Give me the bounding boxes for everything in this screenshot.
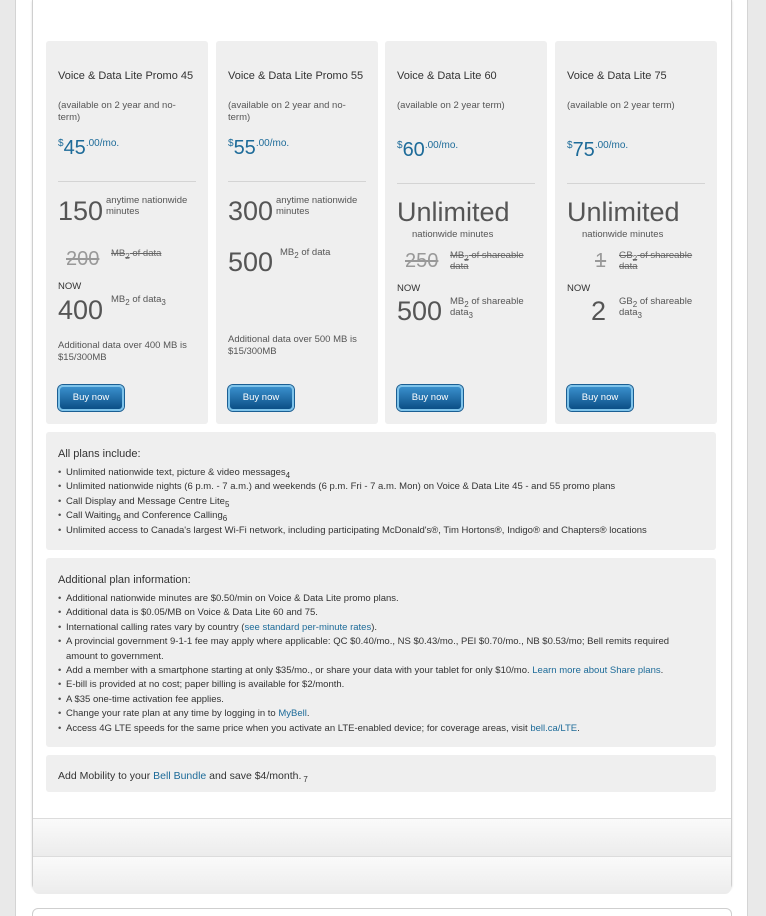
plan-name: Voice & Data Lite 60 (397, 70, 497, 82)
bell-bundle-link[interactable]: Bell Bundle (153, 770, 207, 782)
per-minute-rates-link[interactable]: see standard per-minute rates (244, 621, 372, 633)
old-data-label: $MB_2$ of shareable data (450, 250, 524, 272)
plan-card-lite-60 (385, 41, 547, 424)
bundle-text: Add Mobility to your Bell Bundle and save $4/month. $_7$ (58, 770, 308, 784)
old-data-amount: 250 (405, 250, 439, 272)
list-item: • Unlimited nationwide text, picture & video messages$_4$ (58, 466, 698, 480)
old-data-amount: 1 (595, 250, 607, 272)
next-panel (32, 908, 732, 916)
plan-name: Voice & Data Lite Promo 45 (58, 70, 194, 82)
minutes-amount: 300 (228, 196, 274, 226)
divider (228, 181, 366, 182)
list-item: • Unlimited access to Canada's largest Wi-Fi network, including participating McDonald's®, Tim Hortons®, Indigo® and Chapters® locations (58, 524, 698, 538)
panel-footer-row-2 (33, 856, 731, 894)
minutes-amount: 150 (58, 196, 104, 226)
buy-now-button[interactable]: Buy now (228, 385, 294, 411)
share-plans-link[interactable]: Learn more about Share plans (532, 665, 661, 677)
list-item: • E-bill is provided at no cost; paper billing is available for $2/month. (58, 678, 698, 692)
minutes-label: nationwide minutes (582, 229, 664, 240)
list-item: • Additional data is $0.05/MB on Voice & Data Lite 60 and 75. (58, 606, 698, 620)
list-item: • A provincial government 9-1-1 fee may apply where applicable: QC $0.40/mo., NS $0.43/mo., PEI $0.70/mo., NB $0.53/mo; Bell remits required amount to government. (58, 635, 698, 664)
additional-info-box (46, 558, 716, 747)
new-data-amount: 500 (397, 296, 443, 326)
minutes-amount: Unlimited (567, 197, 680, 227)
additional-info-heading: Additional plan information: (58, 574, 191, 586)
data-amount: 500 (228, 247, 274, 277)
additional-data-note: Additional data over 500 MB is $15/300MB (228, 334, 357, 357)
old-data-amount: 200 (66, 248, 100, 270)
plan-card-promo-45 (46, 41, 208, 424)
new-data-label: $MB_2$ of data$_3$ (111, 294, 166, 307)
list-item: • Call Display and Message Centre Lite$_5$ (58, 495, 698, 509)
list-item: • Add a member with a smartphone starting at only $35/mo., or share your data with your tablet for only $10/mo. Learn more about Share plans. (58, 664, 698, 678)
minutes-amount: Unlimited (397, 197, 510, 227)
all-plans-include-box (46, 432, 716, 550)
all-plans-list (58, 466, 698, 538)
plan-name: Voice & Data Lite 75 (567, 70, 667, 82)
plan-card-promo-55 (216, 41, 378, 424)
list-item: • International calling rates vary by country (see standard per-minute rates). (58, 621, 698, 635)
now-label: NOW (397, 283, 421, 294)
list-item: • Additional nationwide minutes are $0.50/min on Voice & Data Lite promo plans. (58, 592, 698, 606)
now-label: NOW (567, 283, 591, 294)
list-item: • A $35 one-time activation fee applies. (58, 693, 698, 707)
lte-coverage-link[interactable]: bell.ca/LTE (530, 722, 578, 734)
all-plans-heading: All plans include: (58, 448, 141, 460)
plan-availability: (available on 2 year and no-term) (58, 100, 176, 123)
additional-data-note: Additional data over 400 MB is $15/300MB (58, 340, 187, 363)
plan-card-lite-75 (555, 41, 717, 424)
list-item: • Access 4G LTE speeds for the same price when you activate an LTE-enabled device; for coverage areas, visit bell.ca/LTE. (58, 722, 698, 736)
plan-price: $^{\$}75^{.00/mo.}$ (567, 139, 629, 161)
divider (567, 183, 705, 184)
old-data-label: $GB_2$ of shareable data (619, 250, 693, 272)
new-data-amount: 400 (58, 295, 104, 325)
buy-now-button[interactable]: Buy now (567, 385, 633, 411)
new-data-amount: 2 (591, 296, 607, 326)
list-item: • Change your rate plan at any time by logging in to MyBell. (58, 707, 698, 721)
plan-availability: (available on 2 year term) (397, 100, 505, 111)
mybell-link[interactable]: MyBell (278, 708, 307, 720)
plan-name: Voice & Data Lite Promo 55 (228, 70, 364, 82)
new-data-label: $GB_2$ of shareable data$_3$ (619, 296, 693, 320)
now-label: NOW (58, 281, 82, 292)
list-item: • Unlimited nationwide nights (6 p.m. - 7 a.m.) and weekends (6 p.m. Fri - 7 a.m. Mon) on Voice & Data Lite 45 - and 55 promo plans (58, 480, 698, 494)
data-label: $MB_2$ of data (280, 247, 331, 260)
bundle-box (46, 755, 716, 792)
additional-info-list (58, 592, 698, 736)
minutes-label: nationwide minutes (412, 229, 494, 240)
plan-availability: (available on 2 year term) (567, 100, 675, 111)
minutes-label: anytime nationwide minutes (276, 195, 358, 217)
divider (397, 183, 535, 184)
new-data-label: $MB_2$ of shareable data$_3$ (450, 296, 524, 320)
list-item: • Call Waiting$_6$ and Conference Calling$_6$ (58, 509, 698, 523)
buy-now-button[interactable]: Buy now (397, 385, 463, 411)
minutes-label: anytime nationwide minutes (106, 195, 188, 217)
buy-now-button[interactable]: Buy now (58, 385, 124, 411)
plan-price: $^{\$}45^{.00/mo.}$ (58, 137, 120, 159)
plan-price: $^{\$}60^{.00/mo.}$ (397, 139, 459, 161)
plan-availability: (available on 2 year and no-term) (228, 100, 346, 123)
plan-price: $^{\$}55^{.00/mo.}$ (228, 137, 290, 159)
divider (58, 181, 196, 182)
old-data-label: $MB_2$ of data (111, 248, 162, 261)
panel-footer-row-1 (33, 818, 731, 856)
